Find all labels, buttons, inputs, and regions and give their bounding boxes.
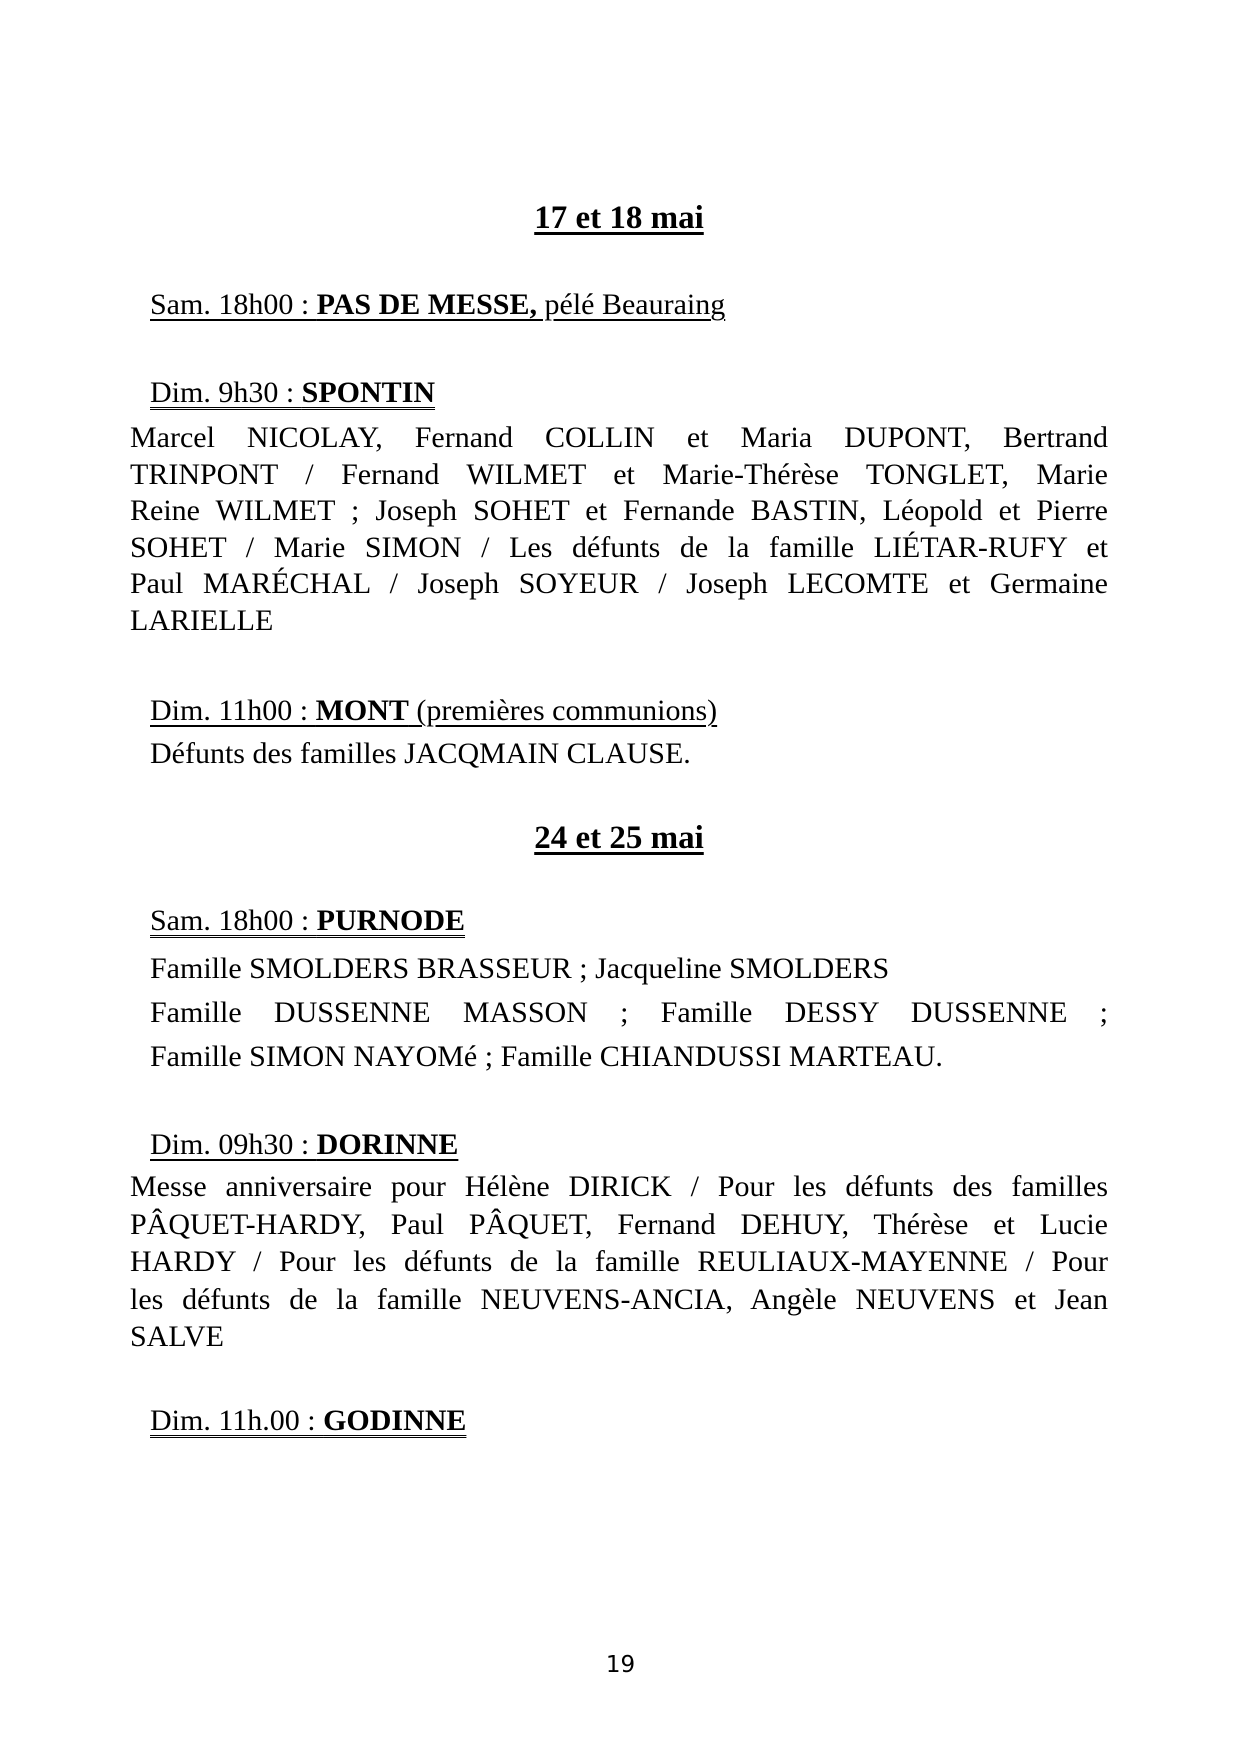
mass-heading-text bbox=[150, 694, 717, 727]
mass-heading-dorinne bbox=[130, 1127, 1108, 1163]
intention-line: Paul MARÉCHAL / Joseph SOYEUR / Joseph LECOMTE et Germaine bbox=[130, 567, 1108, 600]
intention-line: SALVE bbox=[130, 1320, 224, 1353]
mass-day-time: Sam. 18h00 : bbox=[150, 904, 317, 937]
intention-line: SOHET / Marie SIMON / Les défunts de la famille LIÉTAR-RUFY et bbox=[130, 530, 1108, 564]
mass-heading-text bbox=[150, 288, 725, 321]
mass-place: MONT bbox=[315, 694, 409, 727]
page-number: 19 bbox=[605, 1652, 636, 1678]
intention-line: HARDY / Pour les défunts de la famille REULIAUX-MAYENNE / Pour bbox=[130, 1245, 1108, 1278]
intention-line: TRINPONT / Fernand WILMET et Marie-Thérèse TONGLET, Marie bbox=[130, 457, 1108, 491]
mass-heading-mont bbox=[130, 693, 1108, 729]
section-title-text: 24 et 25 mai bbox=[534, 820, 704, 856]
mass-heading-text bbox=[150, 376, 435, 409]
intention-line: PÂQUET-HARDY, Paul PÂQUET, Fernand DEHUY, Thérèse et Lucie bbox=[130, 1207, 1108, 1241]
mass-note: pélé Beauraing bbox=[537, 288, 726, 321]
mass-place: GODINNE bbox=[323, 1403, 467, 1437]
intention-line: Reine WILMET ; Joseph SOHET et Fernande BASTIN, Léopold et Pierre bbox=[130, 494, 1108, 527]
intentions-spontin bbox=[130, 420, 1108, 639]
intention-line: Défunts des familles JACQMAIN CLAUSE. bbox=[150, 737, 691, 770]
mass-day-time: Sam. 18h00 : bbox=[150, 288, 317, 321]
mass-heading-text bbox=[150, 1404, 466, 1437]
intention-line: LARIELLE bbox=[130, 603, 274, 637]
intention-line: Messe anniversaire pour Hélène DIRICK / Pour les défunts des familles bbox=[130, 1170, 1108, 1203]
mass-day-time: Dim. 11h00 : bbox=[150, 694, 316, 727]
mass-day-time: Dim. 11h.00 : bbox=[150, 1403, 324, 1437]
intention-line: Marcel NICOLAY, Fernand COLLIN et Maria DUPONT, Bertrand bbox=[130, 421, 1108, 454]
intention-line: Famille SMOLDERS BRASSEUR ; Jacqueline SMOLDERS bbox=[150, 952, 890, 985]
intention-line: Famille SIMON NAYOMé ; Famille CHIANDUSSI MARTEAU. bbox=[150, 1040, 943, 1073]
intentions-purnode bbox=[130, 947, 1108, 1079]
intention-line: les défunts de la famille NEUVENS-ANCIA, Angèle NEUVENS et Jean bbox=[130, 1282, 1108, 1316]
intentions-mont bbox=[130, 735, 1108, 772]
mass-place: PURNODE bbox=[316, 904, 466, 937]
mass-heading-text bbox=[150, 1128, 458, 1161]
section-title-24-25-mai bbox=[130, 818, 1108, 858]
intention-line: Famille DUSSENNE MASSON ; Famille DESSY DUSSENNE ; bbox=[150, 996, 1108, 1029]
mass-day-time: Dim. 9h30 : bbox=[150, 376, 302, 409]
intentions-dorinne bbox=[130, 1168, 1108, 1356]
mass-place: PAS DE MESSE, bbox=[316, 288, 537, 321]
mass-heading-spontin bbox=[130, 375, 1108, 411]
section-title-17-18-mai bbox=[130, 198, 1108, 238]
mass-heading-godinne bbox=[130, 1403, 1108, 1439]
mass-place: DORINNE bbox=[316, 1128, 459, 1161]
mass-heading-text bbox=[150, 904, 465, 937]
mass-note: (premières communions) bbox=[408, 694, 718, 727]
mass-heading-purnode bbox=[130, 903, 1108, 939]
mass-heading-pas-de-messe bbox=[130, 287, 1108, 323]
mass-place: SPONTIN bbox=[301, 376, 436, 409]
section-title-text: 17 et 18 mai bbox=[534, 200, 704, 236]
mass-day-time: Dim. 09h30 : bbox=[150, 1128, 317, 1161]
